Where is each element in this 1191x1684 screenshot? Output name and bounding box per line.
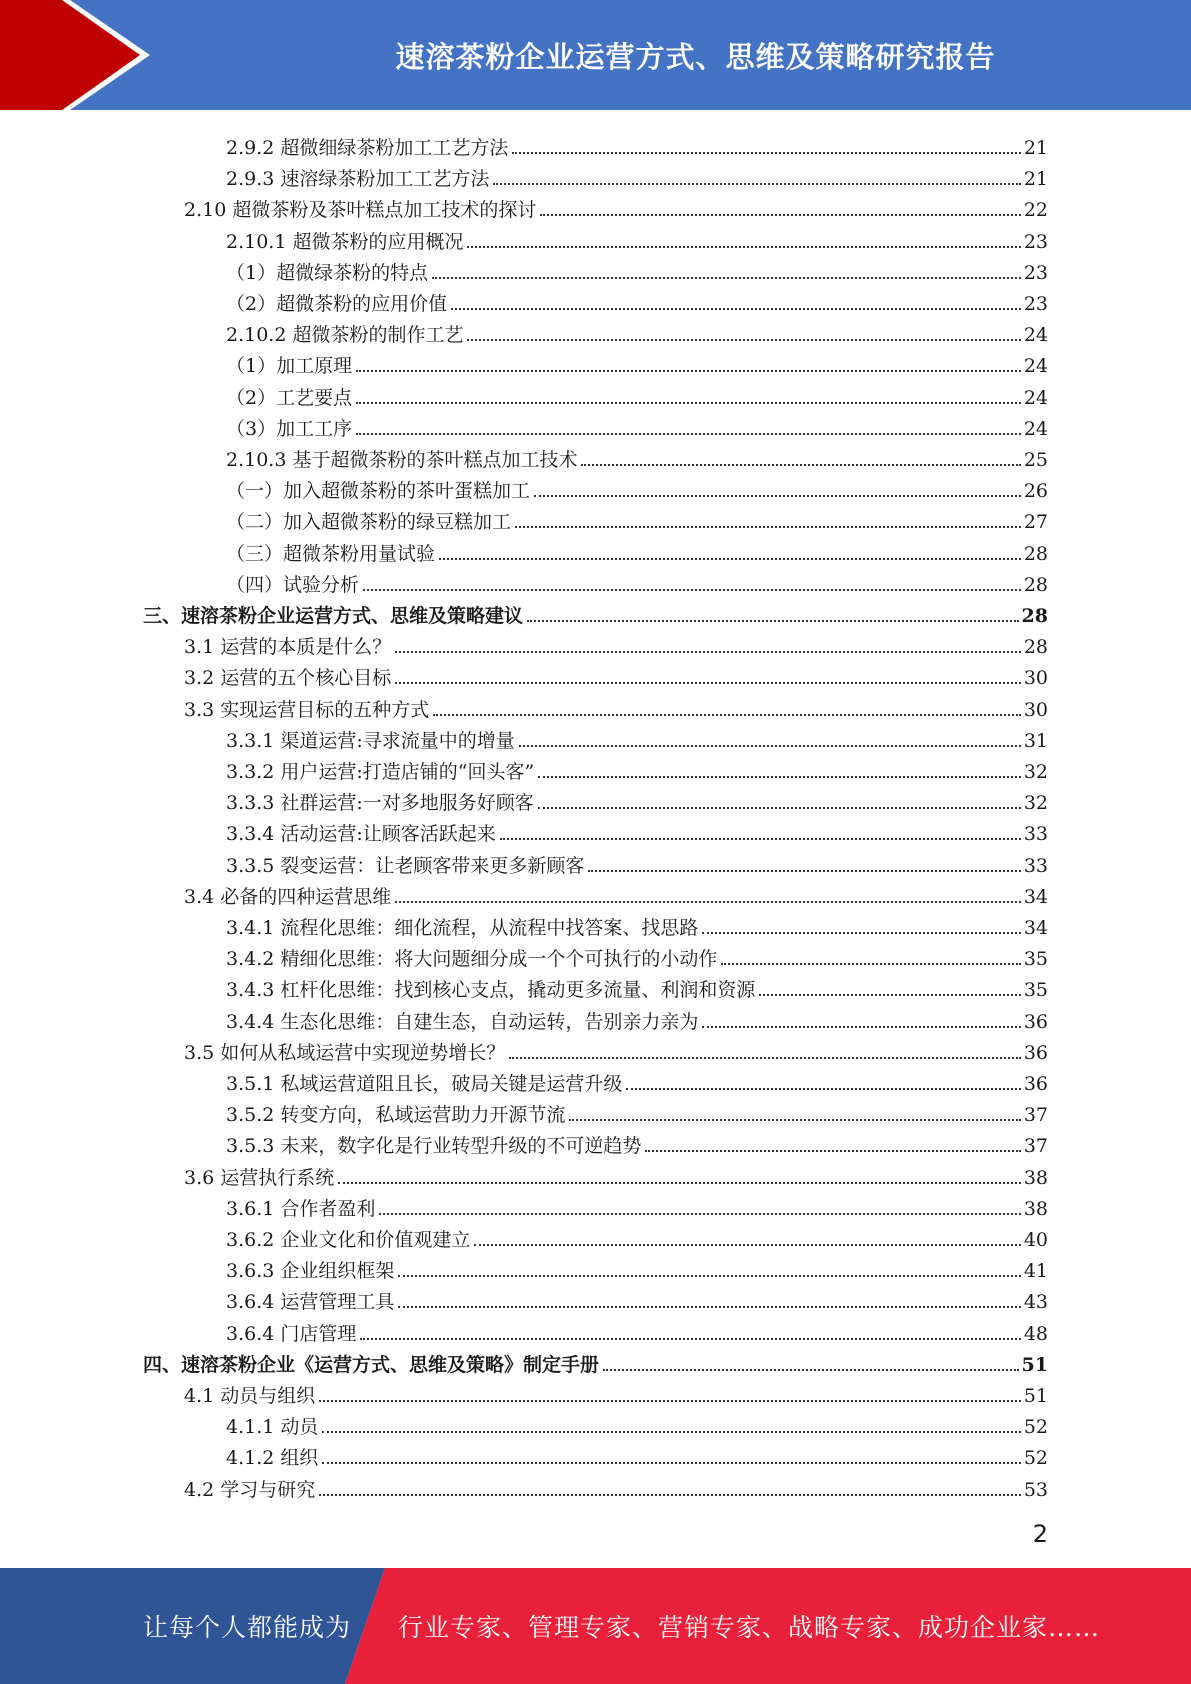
- toc-entry-title: 生态化思维：自建生态，自动运转，告别亲力亲为: [280, 1010, 699, 1033]
- toc-entry[interactable]: [226, 1064, 1048, 1095]
- toc-entry[interactable]: [226, 1126, 1048, 1157]
- toc-entry-page: 51: [1023, 1385, 1048, 1407]
- toc-entry-number: 3.5: [184, 1041, 215, 1064]
- toc-entry[interactable]: [226, 1282, 1048, 1313]
- toc-entry-title: 动员与组织: [220, 1385, 316, 1407]
- toc-entry-title: 运营执行系统: [220, 1166, 335, 1189]
- toc-entry-page: 24: [1023, 324, 1048, 347]
- toc-entry-title: 私域运营道阻且长，破局关键是运营升级: [280, 1073, 623, 1095]
- toc-entry[interactable]: [226, 315, 1048, 346]
- toc-entry[interactable]: [226, 908, 1048, 939]
- toc-entry[interactable]: [226, 159, 1048, 190]
- toc-dot-leader: [363, 588, 1021, 591]
- toc-entry-page: 52: [1023, 1416, 1048, 1439]
- toc-entry[interactable]: [226, 1251, 1048, 1282]
- page-footer: [0, 1568, 1191, 1684]
- toc-dot-leader: [360, 1337, 1020, 1340]
- toc-dot-leader: [702, 1025, 1020, 1028]
- page-header: [0, 0, 1191, 110]
- toc-entry-title: 渠道运营:寻求流量中的增量: [280, 729, 515, 752]
- toc-entry-number: 2.10.3: [226, 449, 287, 471]
- toc-entry-number: 3.3.2: [226, 761, 275, 783]
- toc-dot-leader: [515, 525, 1021, 528]
- toc-entry-number: 3.4.4: [226, 1010, 275, 1033]
- toc-entry-title: 活动运营:让顾客活跃起来: [280, 823, 496, 846]
- toc-entry-title: 四、速溶茶粉企业《运营方式、思维及策略》制定手册: [143, 1353, 600, 1376]
- toc-entry-page: 22: [1023, 199, 1048, 222]
- toc-entry-title: 学习与研究: [220, 1478, 316, 1501]
- toc-entry-page: 31: [1023, 729, 1048, 752]
- toc-entry-page: 37: [1023, 1135, 1048, 1158]
- toc-entry[interactable]: [226, 1438, 1048, 1469]
- toc-entry-number: 3.5.3: [226, 1135, 275, 1158]
- toc-entry-title: 用户运营:打造店铺的“回头客”: [280, 761, 535, 783]
- toc-entry-title: （1）超微绿茶粉的特点: [226, 261, 429, 284]
- toc-entry-title: 实现运营目标的五种方式: [220, 698, 430, 721]
- toc-entry-title: 精细化思维：将大问题细分成一个个可执行的小动作: [280, 948, 718, 971]
- toc-entry-title: （2）超微茶粉的应用价值: [226, 293, 448, 315]
- toc-entry[interactable]: [226, 440, 1048, 471]
- toc-dot-leader: [451, 307, 1021, 310]
- toc-dot-leader: [493, 182, 1020, 185]
- toc-entry-title: 流程化思维：细化流程，从流程中找答案、找思路: [280, 917, 699, 939]
- toc-entry[interactable]: [184, 1033, 1048, 1064]
- toc-entry-page: 52: [1023, 1447, 1048, 1470]
- toc-entry-title: 超微茶粉的应用概况: [292, 230, 464, 253]
- toc-entry-title: 企业组织框架: [280, 1260, 395, 1283]
- toc-entry-title: 超微茶粉的制作工艺: [292, 324, 464, 347]
- toc-entry-title: 杠杆化思维：找到核心支点，撬动更多流量、利润和资源: [280, 979, 756, 1002]
- toc-entry[interactable]: [226, 128, 1048, 159]
- toc-entry-page: 24: [1023, 386, 1048, 409]
- footer-slogan-left: 让每个人都能成为: [143, 1613, 352, 1642]
- toc-entry-page: 26: [1023, 480, 1048, 503]
- toc-dot-leader: [509, 1056, 1021, 1059]
- page-number: 2: [1032, 1520, 1048, 1548]
- toc-entry[interactable]: [226, 1220, 1048, 1251]
- toc-entry-page: 38: [1023, 1166, 1048, 1189]
- toc-entry[interactable]: [226, 1314, 1048, 1345]
- toc-entry[interactable]: [226, 814, 1048, 845]
- toc-entry-page: 36: [1023, 1041, 1048, 1064]
- toc-entry[interactable]: [226, 1095, 1048, 1126]
- toc-entry[interactable]: [226, 783, 1048, 814]
- toc-entry-page: 36: [1023, 1010, 1048, 1033]
- toc-entry[interactable]: [226, 752, 1048, 783]
- toc-dot-leader: [626, 1087, 1020, 1090]
- toc-dot-leader: [512, 151, 1020, 154]
- toc-entry-number: 3.4.2: [226, 948, 275, 971]
- toc-entry-number: 2.9.3: [226, 168, 275, 191]
- toc-dot-leader: [319, 1493, 1021, 1496]
- toc-entry-number: 3.6: [184, 1166, 215, 1189]
- toc-entry-number: 3.6.2: [226, 1229, 275, 1251]
- toc-entry-number: 3.3.1: [226, 729, 275, 752]
- toc-dot-leader: [356, 369, 1021, 372]
- toc-entry-title: 超微细绿茶粉加工工艺方法: [280, 137, 509, 159]
- toc-dot-leader: [534, 494, 1021, 497]
- toc-entry-number: 3.5.1: [226, 1073, 275, 1095]
- toc-entry[interactable]: [226, 534, 1048, 565]
- toc-entry-number: 3.3.5: [226, 854, 275, 877]
- toc-entry-page: 36: [1023, 1073, 1048, 1095]
- toc-entry-number: 4.1.1: [226, 1416, 275, 1439]
- footer-slogan-right: 行业专家、管理专家、营销专家、战略专家、成功企业家……: [398, 1613, 1101, 1642]
- toc-entry-page: 28: [1023, 636, 1048, 659]
- toc-entry-title: 未来，数字化是行业转型升级的不可逆趋势: [280, 1135, 642, 1158]
- toc-entry[interactable]: [226, 471, 1048, 502]
- toc-entry-title: 动员: [280, 1416, 319, 1439]
- toc-entry-title: 运营的本质是什么？: [220, 636, 392, 659]
- toc-dot-leader: [432, 276, 1021, 279]
- toc-dot-leader: [581, 463, 1020, 466]
- toc-dot-leader: [395, 650, 1021, 653]
- toc-entry[interactable]: [226, 222, 1048, 253]
- toc-entry-number: 2.10: [184, 199, 227, 222]
- toc-entry-page: 32: [1023, 792, 1048, 815]
- toc-entry-page: 23: [1023, 293, 1048, 315]
- toc-entry-number: 3.6.4: [226, 1322, 275, 1345]
- toc-dot-leader: [500, 837, 1021, 840]
- toc-dot-leader: [433, 713, 1021, 716]
- toc-entry[interactable]: [226, 502, 1048, 533]
- toc-entry[interactable]: [184, 1470, 1048, 1501]
- toc-entry-title: 转变方向，私域运营助力开源节流: [280, 1104, 566, 1127]
- toc-entry-title: 速溶绿茶粉加工工艺方法: [280, 168, 490, 191]
- toc-dot-leader: [721, 962, 1020, 965]
- toc-entry[interactable]: [226, 1407, 1048, 1438]
- toc-entry-page: 30: [1023, 698, 1048, 721]
- toc-entry-title: （1）加工原理: [226, 355, 353, 378]
- toc-entry[interactable]: [226, 253, 1048, 284]
- toc-entry-page: 35: [1023, 948, 1048, 971]
- toc-entry-page: 33: [1023, 823, 1048, 846]
- toc-entry-title: （一）加入超微茶粉的茶叶蛋糕加工: [226, 480, 531, 503]
- toc-entry-number: 3.4.1: [226, 917, 275, 939]
- toc-entry-number: 4.1: [184, 1385, 215, 1407]
- toc-entry-title: 门店管理: [280, 1322, 357, 1345]
- toc-entry-page: 34: [1023, 885, 1048, 908]
- toc-entry[interactable]: [226, 565, 1048, 596]
- toc-entry-title: 组织: [280, 1447, 319, 1470]
- toc-entry-number: 3.4.3: [226, 979, 275, 1002]
- toc-entry-page: 23: [1023, 230, 1048, 253]
- toc-entry-number: 4.1.2: [226, 1447, 275, 1470]
- toc-entry[interactable]: [184, 1158, 1048, 1189]
- toc-dot-leader: [322, 1430, 1020, 1433]
- toc-entry[interactable]: [226, 721, 1048, 752]
- toc-dot-leader: [319, 1399, 1021, 1402]
- toc-dot-leader: [645, 1149, 1020, 1152]
- toc-entry[interactable]: [226, 1002, 1048, 1033]
- toc-dot-leader: [527, 619, 1019, 622]
- toc-entry[interactable]: [226, 1189, 1048, 1220]
- toc-dot-leader: [702, 931, 1020, 934]
- toc-entry[interactable]: [184, 877, 1048, 908]
- toc-entry-number: 2.9.2: [226, 137, 275, 159]
- toc-entry[interactable]: [143, 1345, 1048, 1376]
- toc-dot-leader: [356, 401, 1021, 404]
- toc-entry-page: 25: [1023, 449, 1048, 471]
- toc-entry[interactable]: [184, 627, 1048, 658]
- toc-entry[interactable]: [184, 190, 1048, 221]
- toc-entry-number: 3.2: [184, 667, 215, 690]
- toc-entry[interactable]: [226, 846, 1048, 877]
- toc-entry-page: 21: [1023, 168, 1048, 191]
- toc-entry-number: 3.6.4: [226, 1291, 275, 1314]
- toc-entry-page: 48: [1023, 1322, 1048, 1345]
- toc-entry-title: 社群运营:一对多地服务好顾客: [280, 792, 534, 815]
- toc-dot-leader: [603, 1368, 1019, 1371]
- toc-entry-title: 如何从私域运营中实现逆势增长？: [220, 1041, 506, 1064]
- toc-entry-number: 3.5.2: [226, 1104, 275, 1127]
- toc-dot-leader: [538, 806, 1021, 809]
- toc-dot-leader: [398, 1305, 1020, 1308]
- toc-entry-title: （二）加入超微茶粉的绿豆糕加工: [226, 511, 512, 534]
- toc-entry-title: （2）工艺要点: [226, 386, 353, 409]
- toc-entry-title: 运营管理工具: [280, 1291, 395, 1314]
- document-title: 速溶茶粉企业运营方式、思维及策略研究报告: [395, 39, 996, 74]
- toc-entry-number: 2.10.1: [226, 230, 287, 253]
- toc-entry-page: 40: [1023, 1229, 1048, 1251]
- toc-entry-number: 3.1: [184, 636, 215, 659]
- toc-dot-leader: [338, 1181, 1021, 1184]
- toc-entry[interactable]: [226, 939, 1048, 970]
- toc-entry-title: 必备的四种运营思维: [220, 885, 392, 908]
- toc-dot-leader: [398, 1274, 1020, 1277]
- toc-entry-page: 24: [1023, 355, 1048, 378]
- toc-entry[interactable]: [184, 1376, 1048, 1407]
- toc-entry-number: 4.2: [184, 1478, 215, 1501]
- toc-dot-leader: [519, 744, 1021, 747]
- toc-entry-page: 30: [1023, 667, 1048, 690]
- toc-entry-page: 43: [1023, 1291, 1048, 1314]
- toc-entry-page: 51: [1021, 1353, 1048, 1376]
- toc-entry-title: 超微茶粉及茶叶糕点加工技术的探讨: [232, 199, 537, 222]
- toc-entry-title: 裂变运营：让老顾客带来更多新顾客: [280, 854, 585, 877]
- toc-entry-page: 33: [1023, 854, 1048, 877]
- toc-entry[interactable]: [226, 284, 1048, 315]
- toc-entry-page: 41: [1023, 1260, 1048, 1283]
- toc-entry-number: 3.6.3: [226, 1260, 275, 1283]
- toc-entry-title: 三、速溶茶粉企业运营方式、思维及策略建议: [143, 605, 524, 627]
- toc-entry[interactable]: [226, 378, 1048, 409]
- toc-entry-page: 23: [1023, 261, 1048, 284]
- header-chevron-icon: [0, 0, 160, 110]
- toc-entry-number: 3.4: [184, 885, 215, 908]
- toc-dot-leader: [538, 775, 1021, 778]
- toc-dot-leader: [395, 681, 1021, 684]
- toc-dot-leader: [540, 213, 1020, 216]
- toc-dot-leader: [322, 1461, 1020, 1464]
- toc-entry-page: 35: [1023, 979, 1048, 1002]
- toc-entry[interactable]: [184, 690, 1048, 721]
- toc-entry[interactable]: [226, 346, 1048, 377]
- toc-entry-page: 32: [1023, 761, 1048, 783]
- toc-entry[interactable]: [143, 596, 1048, 627]
- toc-entry-page: 24: [1023, 417, 1048, 440]
- toc-entry-title: 运营的五个核心目标: [220, 667, 392, 690]
- toc-entry-page: 53: [1023, 1478, 1048, 1501]
- toc-entry-page: 38: [1023, 1197, 1048, 1220]
- toc-entry-title: （四）试验分析: [226, 573, 360, 596]
- toc-dot-leader: [759, 993, 1020, 996]
- toc-entry-page: 28: [1023, 573, 1048, 596]
- toc-entry[interactable]: [184, 658, 1048, 689]
- toc-entry-number: 3.3.3: [226, 792, 275, 815]
- toc-entry-title: （3）加工工序: [226, 417, 353, 440]
- toc-dot-leader: [439, 557, 1021, 560]
- toc-entry-title: （三）超微茶粉用量试验: [226, 542, 436, 565]
- toc-entry[interactable]: [226, 970, 1048, 1001]
- toc-entry-page: 28: [1021, 605, 1048, 627]
- toc-dot-leader: [474, 1243, 1020, 1246]
- toc-dot-leader: [379, 1212, 1020, 1215]
- toc-entry-title: 基于超微茶粉的茶叶糕点加工技术: [292, 449, 578, 471]
- toc-dot-leader: [569, 1118, 1020, 1121]
- toc-dot-leader: [588, 869, 1020, 872]
- toc-entry-page: 28: [1023, 542, 1048, 565]
- toc-entry-page: 37: [1023, 1104, 1048, 1127]
- toc-entry-number: 3.3.4: [226, 823, 275, 846]
- toc-entry-number: 2.10.2: [226, 324, 287, 347]
- toc-dot-leader: [356, 432, 1021, 435]
- toc-entry[interactable]: [226, 409, 1048, 440]
- toc-dot-leader: [467, 245, 1020, 248]
- toc-entry-number: 3.3: [184, 698, 215, 721]
- toc-entry-number: 3.6.1: [226, 1197, 275, 1220]
- toc-dot-leader: [467, 338, 1020, 341]
- toc-entry-page: 27: [1023, 511, 1048, 534]
- toc-entry-title: 企业文化和价值观建立: [280, 1229, 471, 1251]
- toc-entry-title: 合作者盈利: [280, 1197, 376, 1220]
- toc-entry-page: 21: [1023, 137, 1048, 159]
- toc-entry-page: 34: [1023, 917, 1048, 939]
- toc-dot-leader: [395, 900, 1021, 903]
